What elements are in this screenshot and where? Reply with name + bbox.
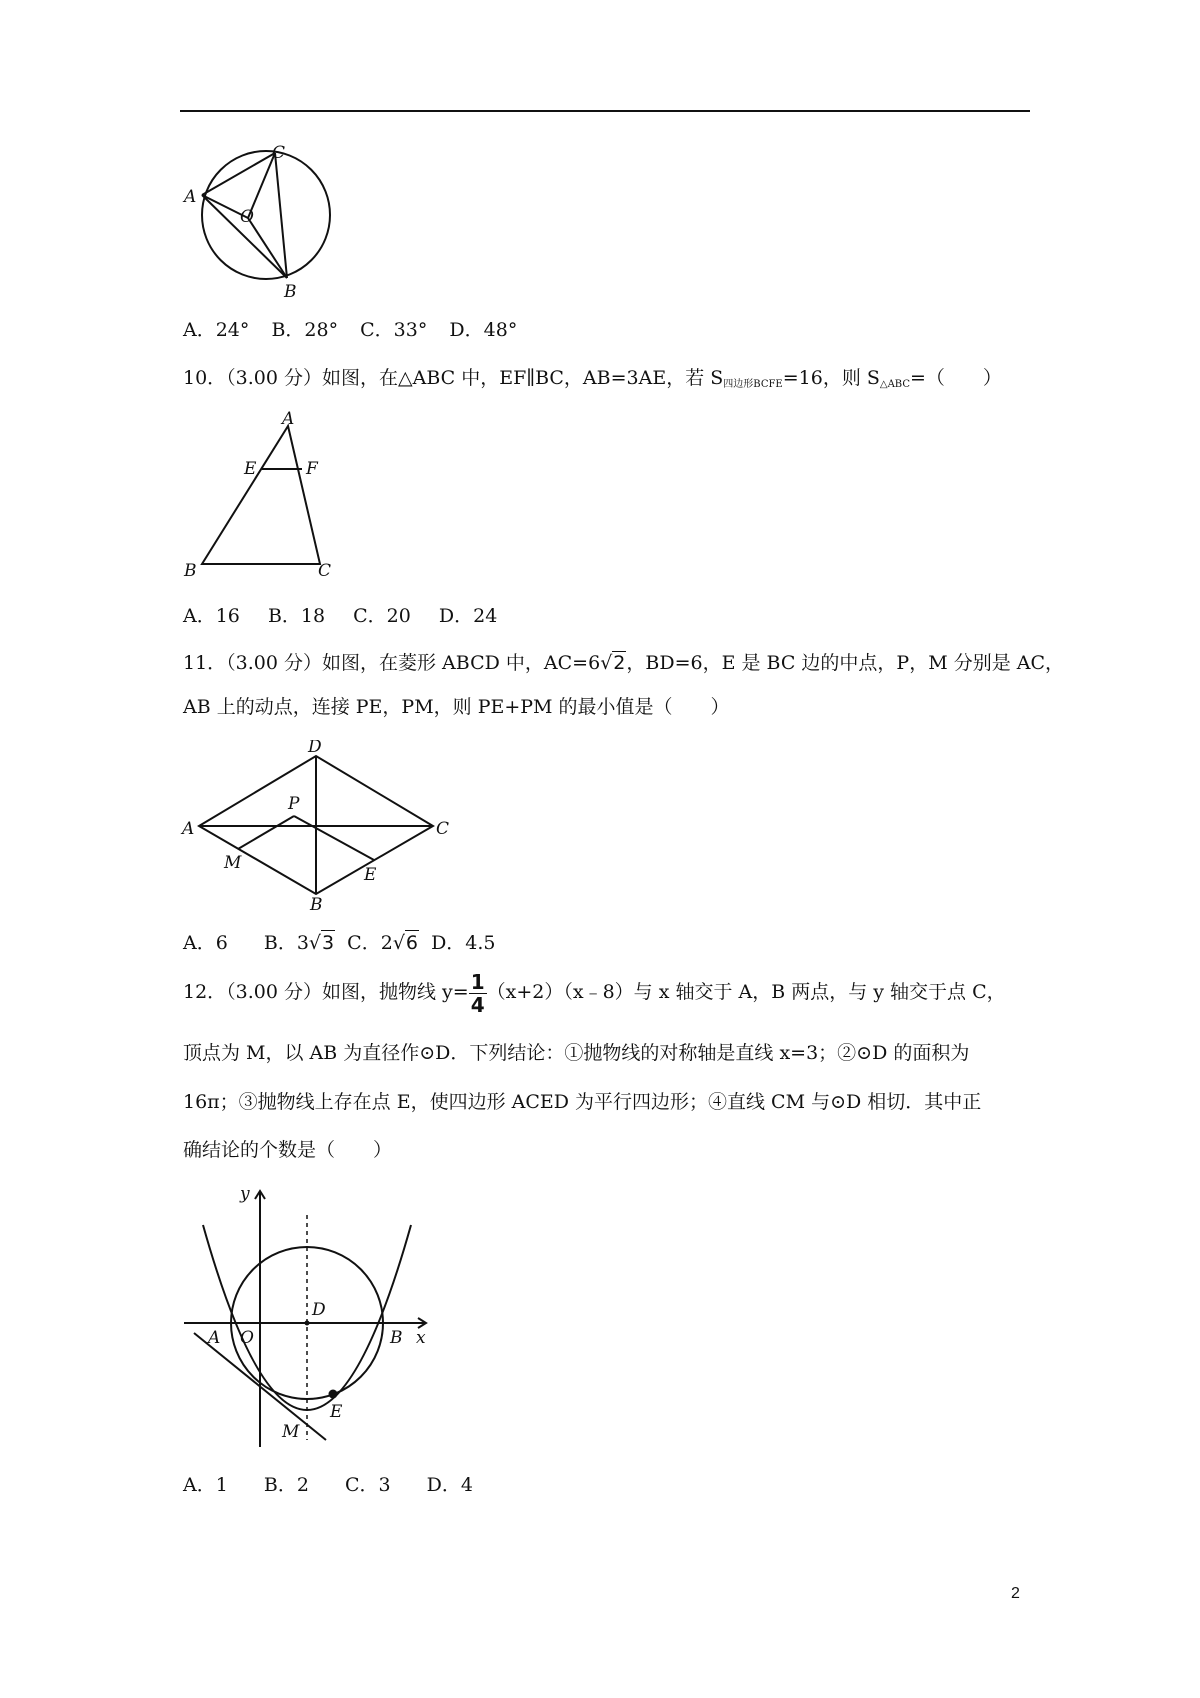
q11-stem-part: ，BD=6，E 是 BC 边的中点，P，M 分别是 AC， (626, 652, 1065, 674)
q10-stem-part: 10．（3.00 分）如图，在△ABC 中，EF∥BC，AB=3AE，若 S (183, 367, 724, 389)
fig11-label-a: A (182, 819, 195, 839)
fig10-label-b: B (184, 561, 197, 580)
q12-fraction (469, 971, 487, 1016)
q9-circle-figure (180, 140, 340, 300)
q10-option-d[interactable]: D．24 (438, 605, 498, 627)
q12-stem-line4: 确结论的个数是（ ） (183, 1139, 393, 1161)
q11-option-c-text: C．2 (347, 932, 393, 954)
q11-option-c-sqrt: √6 (392, 932, 419, 954)
q11-stem-part: 11．（3.00 分）如图，在菱形 ABCD 中，AC=6 (183, 652, 601, 674)
q10-stem-part: =16，则 S (782, 367, 880, 389)
q9-option-c[interactable]: C．33° (360, 319, 428, 341)
fig11-label-p: P (288, 794, 300, 814)
q10-option-c[interactable]: C．20 (353, 605, 411, 627)
q9-option-b[interactable]: B．28° (271, 319, 339, 341)
q12-option-d[interactable]: D．4 (426, 1474, 473, 1496)
q11-option-b-radicand: 3 (322, 932, 335, 954)
header-rule (180, 110, 1030, 112)
q12-option-c[interactable]: C．3 (344, 1474, 391, 1496)
fig12-label-m: M (282, 1422, 300, 1442)
fig11-label-d: D (308, 740, 322, 757)
q9-option-a[interactable]: A．24° (183, 319, 250, 341)
q11-stem-line2: AB 上的动点，连接 PE，PM，则 PE+PM 的最小值是（ ） (183, 696, 730, 718)
q11-option-a[interactable]: A．6 (183, 932, 228, 954)
fig9-label-b: B (284, 282, 297, 300)
fig9-label-o: O (240, 207, 254, 227)
fig10-label-a: A (282, 410, 295, 429)
q12-stem-line2: 顶点为 M，以 AB 为直径作⊙D．下列结论：①抛物线的对称轴是直线 x=3；②⊙D 的面积为 (183, 1042, 970, 1064)
q12-frac-numerator: 1 (470, 969, 485, 994)
q10-subscript-tri: △ABC (879, 379, 910, 390)
q9-option-d[interactable]: D．48° (449, 319, 518, 341)
fig12-label-x: x (416, 1328, 426, 1348)
fig12-label-a: A (208, 1328, 221, 1348)
q10-option-a[interactable]: A．16 (183, 605, 240, 627)
q12-parabola-figure (178, 1175, 438, 1455)
fig12-label-d: D (312, 1300, 326, 1320)
q11-option-c[interactable] (347, 930, 419, 955)
fig11-label-m: M (224, 853, 242, 873)
q11-options (183, 930, 496, 955)
q9-options (183, 318, 517, 342)
q11-option-d[interactable]: D．4.5 (431, 932, 496, 954)
q10-stem (183, 366, 1002, 397)
fig12-label-b: B (390, 1328, 403, 1348)
fig10-label-f: F (306, 459, 318, 479)
fig12-label-y: y (240, 1184, 250, 1204)
q10-options (183, 604, 497, 628)
fig11-label-e: E (364, 865, 377, 885)
fig10-label-c: C (318, 561, 332, 580)
q11-sqrt: √2 (600, 652, 626, 674)
q12-options (183, 1473, 473, 1497)
q12-stem-line3: 16π；③抛物线上存在点 E，使四边形 ACED 为平行四边形；④直线 CM 与⊙D 相切．其中正 (183, 1091, 982, 1113)
q11-option-b[interactable] (264, 930, 335, 955)
q12-stem-part: 12．（3.00 分）如图，抛物线 y= (183, 981, 469, 1003)
fig9-label-a: A (184, 187, 197, 207)
q12-stem-line1 (183, 968, 1006, 1016)
page-number: 2 (1011, 1585, 1020, 1602)
q10-option-b[interactable]: B．18 (267, 605, 326, 627)
q12-option-a[interactable]: A．1 (183, 1474, 228, 1496)
q11-radicand: 2 (613, 652, 626, 674)
q11-stem-line1 (183, 651, 1064, 675)
fig10-label-e: E (244, 459, 257, 479)
fig12-label-e: E (330, 1402, 343, 1422)
fig11-label-b: B (310, 895, 323, 910)
fig11-label-c: C (436, 819, 450, 839)
q10-subscript-quad: 四边形BCFE (723, 379, 783, 390)
fig12-label-o: O (240, 1328, 254, 1348)
q11-option-b-text: B．3 (263, 932, 309, 954)
q11-option-b-sqrt: √3 (308, 932, 335, 954)
fig9-label-c: C (272, 143, 286, 163)
q11-option-c-radicand: 6 (405, 932, 419, 954)
q12-option-b[interactable]: B．2 (263, 1474, 309, 1496)
q12-stem-part: （x+2）（x﹣8）与 x 轴交于 A，B 两点，与 y 轴交于点 C， (486, 981, 1006, 1003)
q10-stem-part: =（ ） (909, 367, 1002, 389)
q10-triangle-figure (180, 410, 340, 580)
q12-frac-denominator: 4 (470, 992, 485, 1017)
q11-rhombus-figure (180, 740, 450, 910)
